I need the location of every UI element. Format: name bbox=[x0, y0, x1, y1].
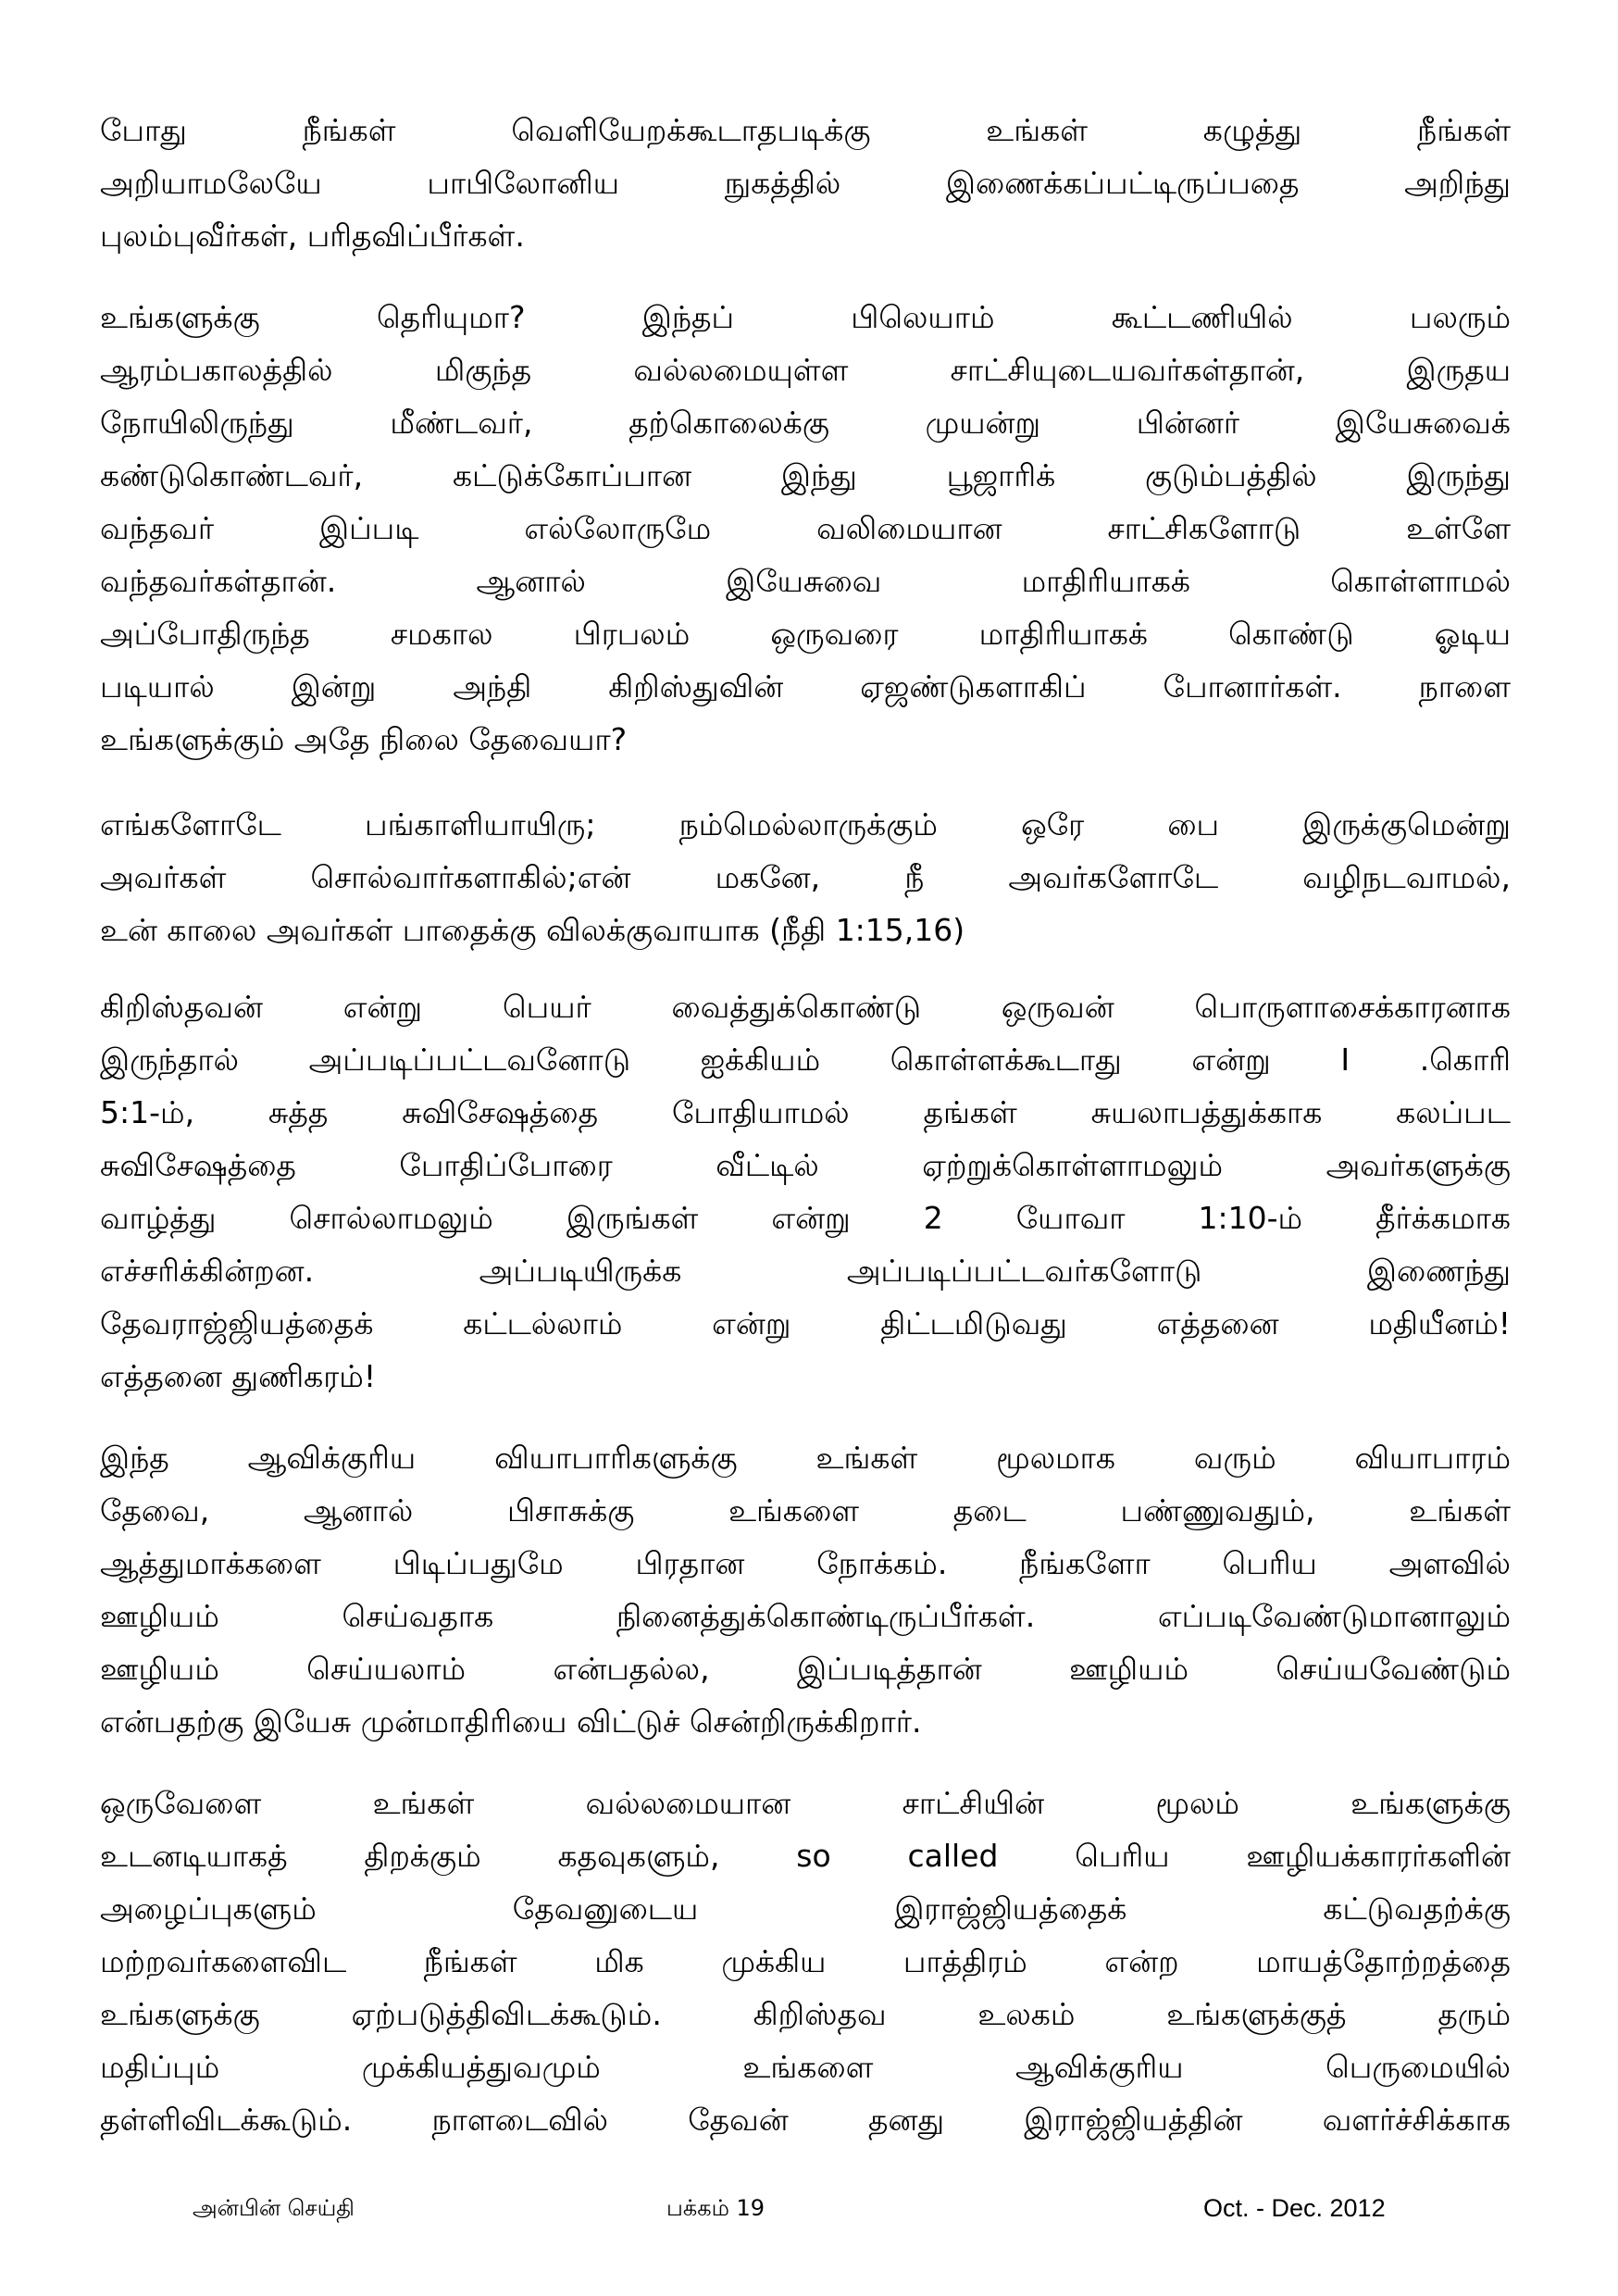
text-line: கண்டுகொண்டவர், கட்டுக்கோப்பான இந்து பூஜாரிக் குடும்பத்தில் இருந்து bbox=[100, 457, 1511, 493]
text-line: ஊழியம் செய்யலாம் என்பதல்ல, இப்படித்தான் ஊழியம் செய்யவேண்டும் bbox=[100, 1651, 1511, 1687]
text-line: நோயிலிருந்து மீண்டவர், தற்கொலைக்கு முயன்று பின்னர் இயேசுவைக் bbox=[100, 405, 1511, 441]
text-line: உங்களுக்கு தெரியுமா? இந்தப் பிலெயாம் கூட்டணியில் பலரும் bbox=[100, 299, 1511, 335]
footer-issue-date: Oct. - Dec. 2012 bbox=[1203, 2194, 1386, 2222]
text-line: எத்தனை துணிகரம்! bbox=[100, 1358, 377, 1394]
text-line: உன் காலை அவர்கள் பாதைக்கு விலக்குவாயாக (நீதி 1:15,16) bbox=[100, 912, 965, 948]
text-line: மற்றவர்களைவிட நீங்கள் மிக முக்கிய பாத்திரம் என்ற மாயத்தோற்றத்தை bbox=[100, 1943, 1511, 1979]
text-line: தேவை, ஆனால் பிசாசுக்கு உங்களை தடை பண்ணுவதும், உங்கள் bbox=[100, 1492, 1511, 1529]
text-line: புலம்புவீர்கள், பரிதவிப்பீர்கள். bbox=[100, 218, 525, 254]
text-line: படியால் இன்று அந்தி கிறிஸ்துவின் ஏஜண்டுகளாகிப் போனார்கள். நாளை bbox=[100, 668, 1511, 705]
text-line: அவர்கள் சொல்வார்களாகில்;என் மகனே, நீ அவர்களோடே வழிநடவாமல், bbox=[100, 859, 1511, 895]
text-line: வந்தவர் இப்படி எல்லோருமே வலிமையான சாட்சிகளோடு உள்ளே bbox=[100, 510, 1511, 546]
text-line: எங்களோடே பங்காளியாயிரு; நம்மெல்லாருக்கும் ஒரே பை இருக்குமென்று bbox=[100, 806, 1511, 842]
text-line: வாழ்த்து சொல்லாமலும் இருங்கள் என்று 2 யோவா 1:10-ம் தீர்க்கமாக bbox=[100, 1200, 1511, 1236]
footer-page-number: பக்கம் 19 bbox=[666, 2195, 765, 2221]
text-line: வந்தவர்கள்தான். ஆனால் இயேசுவை மாதிரியாகக் கொள்ளாமல் bbox=[100, 563, 1511, 599]
text-line: போது நீங்கள் வெளியேறக்கூடாதபடிக்கு உங்கள் கழுத்து நீங்கள் bbox=[100, 112, 1511, 148]
text-line: தள்ளிவிடக்கூடும். நாளடைவில் தேவன் தனது இராஜ்ஜியத்தின் வளர்ச்சிக்காக bbox=[100, 2102, 1511, 2138]
text-line: 5:1-ம், சுத்த சுவிசேஷத்தை போதியாமல் தங்கள் சுயலாபத்துக்காக கலப்பட bbox=[100, 1094, 1511, 1130]
text-line: உங்களுக்கு ஏற்படுத்திவிடக்கூடும். கிறிஸ்தவ உலகம் உங்களுக்குத் தரும் bbox=[100, 1996, 1511, 2032]
text-line: ஊழியம் செய்வதாக நினைத்துக்கொண்டிருப்பீர்கள். எப்படிவேண்டுமானாலும் bbox=[100, 1598, 1511, 1634]
text-line: கிறிஸ்தவன் என்று பெயர் வைத்துக்கொண்டு ஒருவன் பொருளாசைக்காரனாக bbox=[100, 989, 1511, 1025]
text-line: எச்சரிக்கின்றன. அப்படியிருக்க அப்படிப்பட்டவர்களோடு இணைந்து bbox=[100, 1253, 1511, 1289]
text-line: அழைப்புகளும் தேவனுடைய இராஜ்ஜியத்தைக் கட்டுவதற்க்கு bbox=[100, 1890, 1511, 1927]
text-line: உடனடியாகத் திறக்கும் கதவுகளும், so called பெரிய ஊழியக்காரர்களின் bbox=[100, 1838, 1511, 1874]
text-line: இருந்தால் அப்படிப்பட்டவனோடு ஐக்கியம் கொள்ளக்கூடாது என்று I .கொரி bbox=[100, 1042, 1511, 1078]
text-line: சுவிசேஷத்தை போதிப்போரை வீட்டில் ஏற்றுக்கொள்ளாமலும் அவர்களுக்கு bbox=[100, 1147, 1511, 1183]
text-line: ஆத்துமாக்களை பிடிப்பதுமே பிரதான நோக்கம். நீங்களோ பெரிய அளவில் bbox=[100, 1545, 1511, 1581]
text-line: என்பதற்கு இயேசு முன்மாதிரியை விட்டுச் சென்றிருக்கிறார். bbox=[100, 1703, 922, 1740]
text-line: மதிப்பும் முக்கியத்துவமும் உங்களை ஆவிக்குரிய பெருமையில் bbox=[100, 2049, 1511, 2085]
text-line: தேவராஜ்ஜியத்தைக் கட்டல்லாம் என்று திட்டமிடுவது எத்தனை மதியீனம்! bbox=[100, 1305, 1511, 1341]
text-line: அறியாமலேயே பாபிலோனிய நுகத்தில் இணைக்கப்பட்டிருப்பதை அறிந்து bbox=[100, 165, 1511, 201]
text-line: உங்களுக்கும் அதே நிலை தேவையா? bbox=[100, 721, 628, 757]
text-line: ஆரம்பகாலத்தில் மிகுந்த வல்லமையுள்ள சாட்சியுடையவர்கள்தான், இருதய bbox=[100, 352, 1511, 388]
text-line: அப்போதிருந்த சமகால பிரபலம் ஒருவரை மாதிரியாகக் கொண்டு ஓடிய bbox=[100, 616, 1511, 652]
footer-publication-name: அன்பின் செய்தி bbox=[193, 2195, 355, 2221]
text-line: ஒருவேளை உங்கள் வல்லமையான சாட்சியின் மூலம் உங்களுக்கு bbox=[100, 1785, 1511, 1821]
text-line: இந்த ஆவிக்குரிய வியாபாரிகளுக்கு உங்கள் மூலமாக வரும் வியாபாரம் bbox=[100, 1440, 1511, 1476]
